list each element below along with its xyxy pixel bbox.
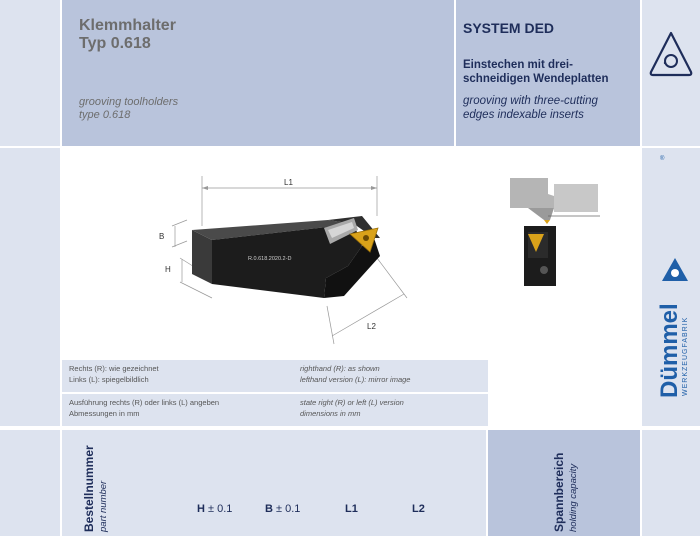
engraving-text: R.0.618.2020.2-D [248,256,292,262]
col-holding-capacity: Spannbereich [552,452,566,532]
system-desc-en-line2: edges indexable inserts [463,109,584,121]
col-l2-header: L2 [412,503,425,515]
insert-icon-panel [642,0,700,146]
col-order-number-en: part number [98,480,109,532]
notes-row-2 [62,394,488,426]
system-desc-de-line1: Einstechen mit drei- [463,59,573,71]
col-h-tolerance: ± 0.1 [208,503,233,515]
title-panel [62,0,454,146]
system-desc-de-line2: schneidigen Wendeplatten [463,73,609,85]
note-version-de: Ausführung rechts (R) oder links (L) angeben [69,398,220,407]
dim-label-l1: L1 [284,178,293,187]
col-b-label: B [265,503,273,515]
application-sketch [510,178,602,290]
note-lefthand-de: Links (L): spiegelbildlich [69,375,149,384]
dim-label-b: B [159,232,165,241]
col-b-tolerance: ± 0.1 [276,503,301,515]
note-dimensions-de: Abmessungen in mm [69,409,140,418]
brand-panel [642,148,700,426]
right-margin-panel-3 [642,430,700,536]
system-title: SYSTEM DED [463,20,555,36]
note-version-en: state right (R) or left (L) version [300,398,404,407]
brand-tagline: WERKZEUGFABRIK [682,316,689,396]
subtitle-line1: grooving toolholders [79,96,179,108]
col-h-header [197,503,232,515]
left-margin-panel-2 [0,148,60,426]
triangle-insert-icon [648,30,694,78]
toolholder-drawing [62,148,492,360]
brand-logo-icon [660,256,690,284]
page-title-line2: Typ 0.618 [79,35,151,52]
dim-label-h: H [165,265,171,274]
page-title-line1: Klemmhalter [79,17,176,34]
brand-name: Dümmel [656,303,683,398]
col-h-label: H [197,503,205,515]
note-dimensions-en: dimensions in mm [300,409,361,418]
col-holding-capacity-en: holding capacity [568,463,579,532]
system-desc-en-line1: grooving with three-cutting [463,95,598,107]
subtitle-line2: type 0.618 [79,109,131,121]
holding-capacity-header [488,430,640,536]
system-panel [456,0,640,146]
drawing-area [62,148,640,360]
col-order-number: Bestellnummer [82,445,96,532]
note-righthand-de: Rechts (R): wie gezeichnet [69,364,159,373]
dim-label-l2: L2 [367,322,376,331]
notes-row-1 [62,360,488,392]
brand-registered: ® [660,156,665,162]
table-header [62,430,486,536]
left-margin-panel-3 [0,430,60,536]
note-righthand-en: righthand (R): as shown [300,364,380,373]
left-margin-panel [0,0,60,146]
col-l1-header: L1 [345,503,358,515]
col-b-header [265,503,300,515]
note-lefthand-en: lefthand version (L): mirror image [300,375,411,384]
